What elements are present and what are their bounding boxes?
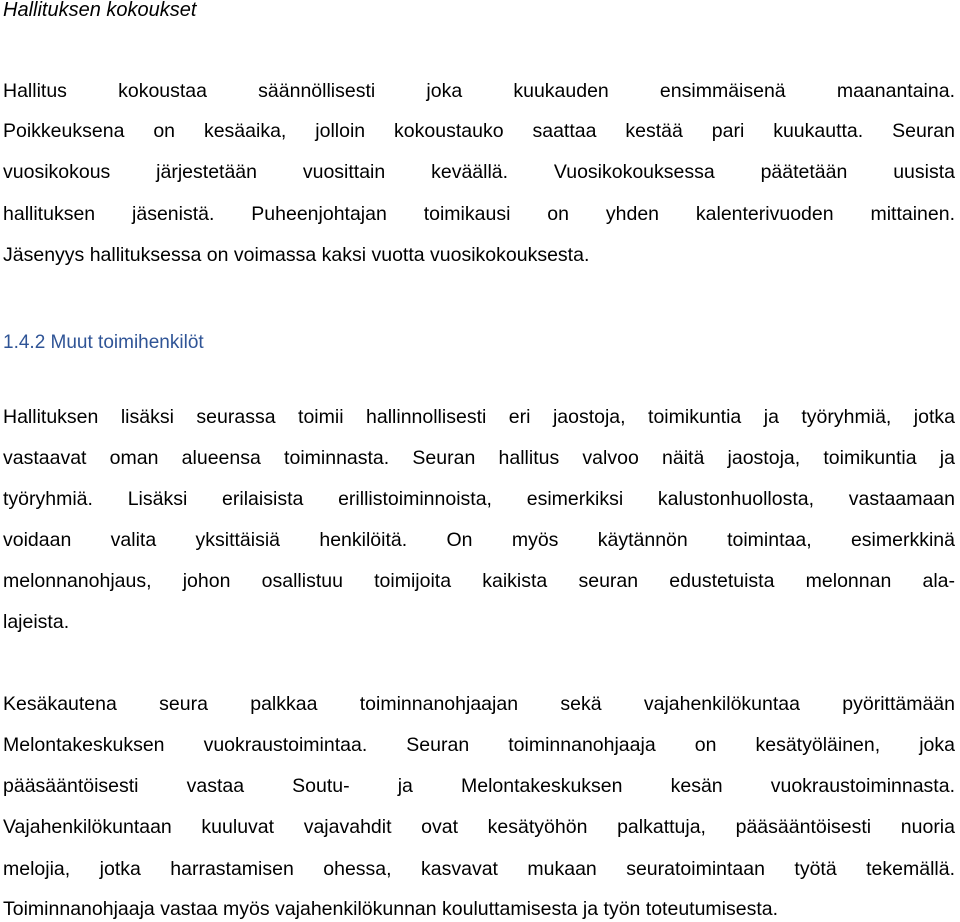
paragraph-line: Kesäkautena seura palkkaa toiminnanohjaajan sekä vajahenkilökuntaa pyörittämään bbox=[3, 693, 955, 715]
paragraph-line: Poikkeuksena on kesäaika, jolloin kokoustauko saattaa kestää pari kuukautta. Seuran bbox=[3, 120, 955, 142]
paragraph-line: Vajahenkilökuntaan kuuluvat vajavahdit ovat kesätyöhön palkattuja, pääsääntöisesti nuoria bbox=[3, 816, 955, 838]
paragraph-line: vuosikokous järjestetään vuosittain keväällä. Vuosikokouksessa päätetään uusista bbox=[3, 161, 955, 183]
paragraph-line: voidaan valita yksittäisiä henkilöitä. On myös käytännön toimintaa, esimerkkinä bbox=[3, 529, 955, 551]
paragraph-line: vastaavat oman alueensa toiminnasta. Seuran hallitus valvoo näitä jaostoja, toimikuntia ja bbox=[3, 447, 955, 469]
document-title: Hallituksen kokoukset bbox=[3, 0, 197, 21]
paragraph-line: melonnanohjaus, johon osallistuu toimijoita kaikista seuran edustetuista melonnan ala- bbox=[3, 570, 955, 592]
paragraph-line: Melontakeskuksen vuokraustoimintaa. Seuran toiminnanohjaaja on kesätyöläinen, joka bbox=[3, 734, 955, 756]
paragraph-line: Hallitus kokoustaa säännöllisesti joka kuukauden ensimmäisenä maanantaina. bbox=[3, 80, 955, 102]
paragraph-line: lajeista. bbox=[3, 611, 70, 633]
paragraph-line: hallituksen jäsenistä. Puheenjohtajan toimikausi on yhden kalenterivuoden mittainen. bbox=[3, 203, 955, 225]
paragraph-line: Jäsenyys hallituksessa on voimassa kaksi vuotta vuosikokouksesta. bbox=[3, 244, 590, 266]
paragraph-line: työryhmiä. Lisäksi erilaisista erillistoiminnoista, esimerkiksi kalustonhuollosta, vastaamaan bbox=[3, 488, 955, 510]
paragraph-line: pääsääntöisesti vastaa Soutu- ja Melontakeskuksen kesän vuokraustoiminnasta. bbox=[3, 775, 955, 797]
paragraph-line: Hallituksen lisäksi seurassa toimii hallinnollisesti eri jaostoja, toimikuntia ja työryhmiä, jotka bbox=[3, 406, 955, 428]
paragraph-line: Toiminnanohjaaja vastaa myös vajahenkilökunnan kouluttamisesta ja työn toteutumisesta. bbox=[3, 898, 779, 920]
section-heading: 1.4.2 Muut toimihenkilöt bbox=[3, 332, 204, 353]
paragraph-line: melojia, jotka harrastamisen ohessa, kasvavat mukaan seuratoimintaan työtä tekemällä. bbox=[3, 858, 955, 880]
